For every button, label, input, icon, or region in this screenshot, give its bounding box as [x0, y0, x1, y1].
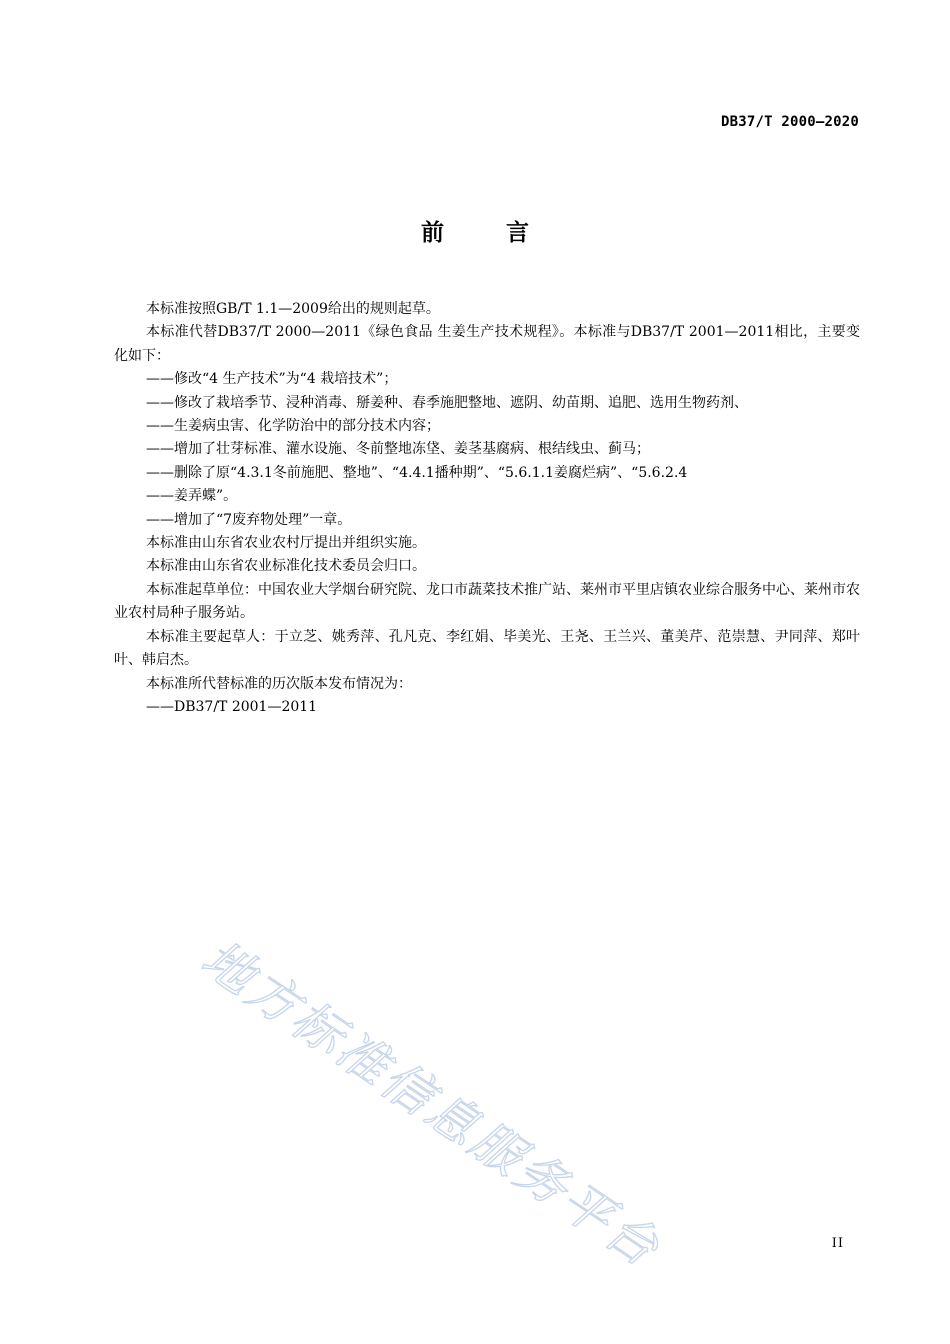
change-item: ——生姜病虫害、化学防治中的部分技术内容； — [146, 418, 440, 435]
paragraph-drafters: 本标准主要起草人：于立芝、姚秀萍、孔凡克、李红娟、毕美光、王尧、王兰兴、董美芹、范崇慧、尹同萍、郑叶叶、韩启杰。 — [114, 628, 860, 669]
document-code: DB37/T 2000—2020 — [720, 114, 859, 130]
history-item: ——DB37/T 2001—2011 — [146, 698, 318, 715]
change-item: ——增加了壮芽标准、灌水设施、冬前整地冻垡、姜茎基腐病、根结线虫、蓟马； — [146, 441, 650, 458]
paragraph-history-intro: 本标准所代替标准的历次版本发布情况为： — [146, 675, 412, 692]
paragraph-centralized: 本标准由山东省农业标准化技术委员会归口。 — [146, 558, 426, 575]
change-item: ——删除了原“4.3.1冬前施肥、整地”、“4.4.1播种期”、“5.6.1.1姜腐烂病”、“5.6.2.4 — [146, 464, 688, 481]
change-item: ——增加了“7废弃物处理”一章。 — [146, 511, 352, 528]
paragraph-replaces-standard: 本标准代替DB37/T 2000—2011《绿色食品 生姜生产技术规程》。本标准与DB37/T 2001—2011相比，主要变化如下： — [114, 324, 860, 364]
watermark: 地方标准信息服务平台 — [191, 929, 672, 1280]
paragraph-proposer: 本标准由山东省农业农村厅提出并组织实施。 — [146, 535, 426, 552]
foreword-body — [114, 298, 860, 719]
change-item: ——修改了栽培季节、浸种消毒、掰姜种、春季施肥整地、遮阴、幼苗期、追肥、选用生物药剂、 — [146, 394, 748, 411]
change-item: ——修改“4 生产技术”为“4 栽培技术”； — [146, 371, 398, 388]
change-item: ——姜弄蝶”。 — [146, 488, 238, 505]
paragraph-drafting-units: 本标准起草单位：中国农业大学烟台研究院、龙口市蔬菜技术推广站、莱州市平里店镇农业综合服务中心、莱州市农业农村局种子服务站。 — [114, 581, 860, 622]
page-number: II — [831, 1236, 844, 1251]
paragraph-drafting-rules: 本标准按照GB/T 1.1—2009给出的规则起草。 — [146, 301, 440, 317]
page-title: 前言 — [421, 220, 591, 246]
